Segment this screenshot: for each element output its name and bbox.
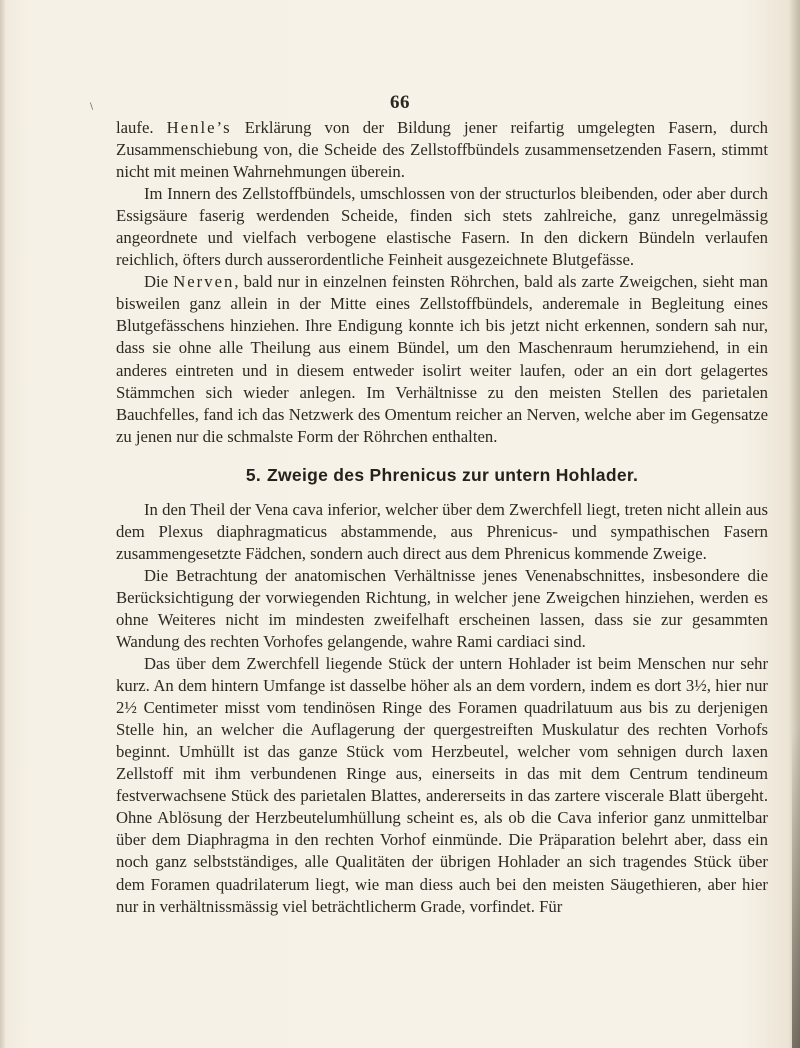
term-nerven: Nerven (173, 272, 235, 292)
section-paragraph-2: Die Betrachtung der anatomischen Verhältnisse jenes Venenabschnittes, insbesondere die Berücksichtigung der vorwiegenden Richtung, in welcher jene Zweigchen hinziehen, werden es ohne Weiteres nicht im mindesten zweifelhaft erscheinen lassen, dass sie zur gesammten Wandung des rechten Vorhofes gelangende, wahre Rami cardiaci sind. (116, 565, 768, 651)
section-paragraph-3: Das über dem Zwerchfell liegende Stück der untern Hohlader ist beim Menschen nur sehr kurz. An dem hintern Umfange ist dasselbe höher als an dem vordern, indem es dort 3½, hier nur 2½ Centimeter misst vom tendinösen Ringe des Foramen quadrilatuum aus bis zu derjenigen Stelle hin, an welcher die Auflagerung der quergestreiften Muskulatur des rechten Vorhofs beginnt. Umhüllt ist das ganze Stück vom Herzbeutel, welcher vom sehnigen durch laxen Zellstoff mit ihm verbundenen Ringe aus, einerseits in das mit dem Centrum tendineum festverwachsene Stück des parietalen Blattes, andererseits in das zartere viscerale Blatt übergeht. Ohne Ablösung der Herzbeutelumhüllung scheint es, als ob die Cava inferior ganz unmittelbar über dem Diaphragma in den rechten Vorhof einmünde. Die Präparation belehrt aber, dass ein noch ganz selbstständiges, alle Qualitäten der übrigen Hohlader an sich tragendes Stück über dem Foramen quadrilaterum liegt, wie man diess auch bei den meisten Säugethieren, aber hier nur in verhältnissmässig viel beträchtlicherm Grade, vorfindet. Für (116, 654, 768, 916)
paragraph-1-body: Erklärung von der Bildung jener reifartig umgelegten Fasern, durch Zusammenschiebung von, die Scheide des Zellstoffbündels zusammensetzenden Fasern, stimmt nicht mit meinen Wahrnehmungen überein. (116, 118, 769, 182)
paragraph-3-start: Die (144, 272, 174, 292)
section-number: 5. (245, 464, 262, 485)
paragraph-2: Im Innern des Zellstoffbündels, umschlossen von der structurlos bleibenden, oder aber durch Essigsäure faserig werdenden Scheide, finden sich stets zahlreiche, ganz unregelmässig angeordnete und vielfach verbogene elastische Fasern. In den dickern Bündeln verlaufen reichlich, öfters durch ausserordentliche Feinheit ausgezeichnete Blutgefässe. (116, 184, 768, 270)
paragraph-1 (116, 117, 768, 183)
paragraph-3-body: , bald nur in einzelnen feinsten Röhrchen, bald als zarte Zweigchen, sieht man bisweilen ganz allein in der Mitte eines Zellstoffbündels, anderemale in Begleitung eines Blutgefässchens hinziehen. Ihre Endigung konnte ich bis jetzt nicht erkennen, sondern sah nur, dass sie ohne alle Theilung aus einem Bündel, um den Maschenraum herumziehend, in ein anderes eintreten und in diesem entweder isolirt weiter laufen, oder an ein dort gelagertes Stämmchen sich wieder anlegen. Im Verhältnisse zu den meisten Stellen des parietalen Bauchfelles, fand ich das Netzwerk des Omentum reicher an Nerven, welche aber im Gegensatze zu jenen nur die schmalste Form der Röhrchen enthalten. (116, 272, 768, 446)
section-heading (116, 464, 768, 486)
paragraph-3 (116, 271, 768, 447)
section-paragraph-1: In den Theil der Vena cava inferior, welcher über dem Zwerchfell liegt, treten nicht allein aus dem Plexus diaphragmaticus abstammende, aus Phrenicus- und sympathischen Fasern zusammengesetzte Fädchen, sondern auch direct aus dem Phrenicus kommende Zweige. (116, 499, 768, 563)
paragraph-1-start: laufe. (116, 118, 167, 137)
section-title: Zweige des Phrenicus zur untern Hohlader. (267, 464, 639, 485)
page-edge-dark-corner (792, 728, 800, 1048)
author-name-henle: Henle’s (166, 118, 232, 137)
page-gutter-shading (0, 0, 6, 1048)
page-number: 66 (390, 92, 410, 113)
margin-mark: \ (90, 102, 94, 112)
body-text (116, 117, 768, 918)
